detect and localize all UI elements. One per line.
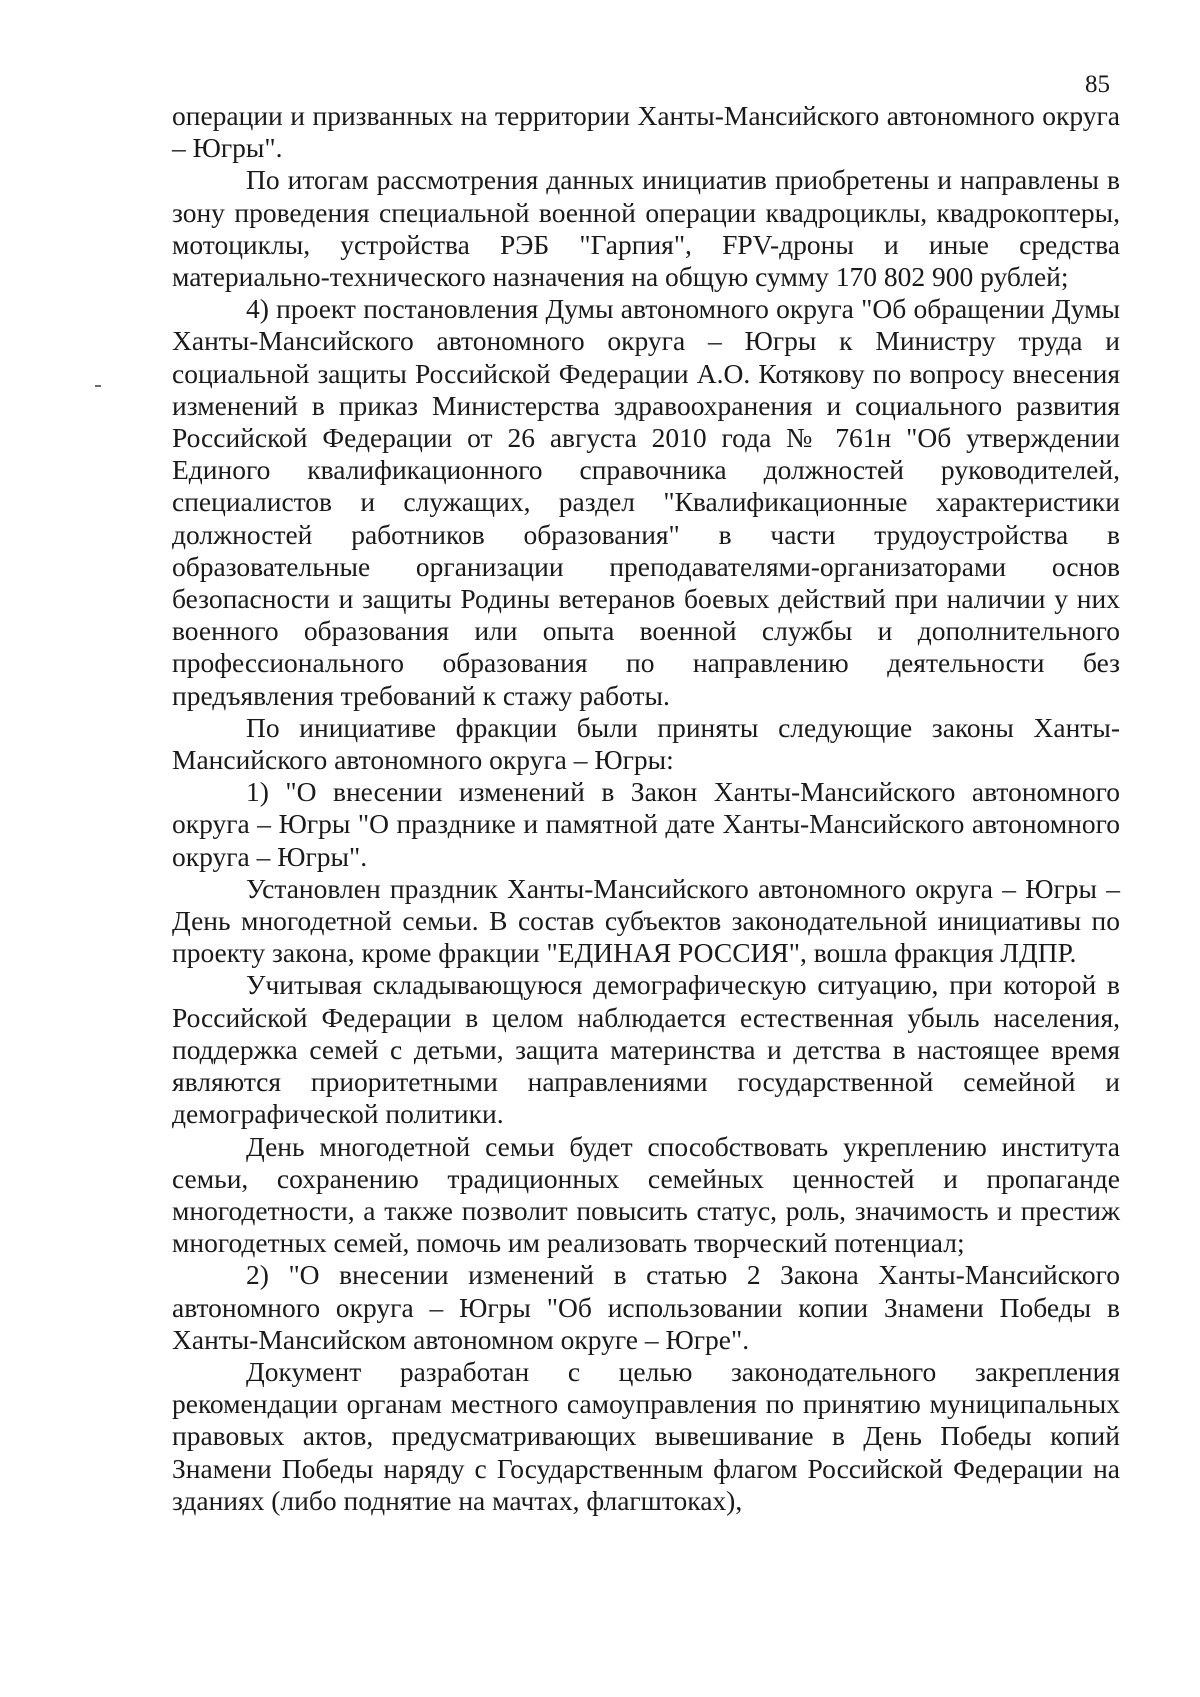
paragraph: По инициативе фракции были приняты следующие законы Ханты-Мансийского автономного округа – Югры: bbox=[172, 711, 1120, 776]
paragraph: 2) "О внесении изменений в статью 2 Закона Ханты-Мансийского автономного округа – Югры "Об использовании копии Знамени Победы в Ханты-Мансийском автономном округе – Югре". bbox=[172, 1259, 1120, 1355]
paragraph: Учитывая складывающуюся демографическую ситуацию, при которой в Российской Федерации в целом наблюдается естественная убыль населения, поддержка семей с детьми, защита материнства и детства в настоящее время являются приоритетными направлениями государственной семейной и демографической политики. bbox=[172, 969, 1120, 1130]
paragraph: 4) проект постановления Думы автономного округа "Об обращении Думы Ханты-Мансийского автономного округа – Югры к Министру труда и социальной защиты Российской Федерации А.О. Котякову по вопросу внесения изменений в приказ Министерства здравоохранения и социального развития Российской Федерации от 26 августа 2010 года № 761н "Об утверждении Единого квалификационного справочника должностей руководителей, специалистов и служащих, раздел "Квалификационные характеристики должностей работников образования" в части трудоустройства в образовательные организации преподавателями-организаторами основ безопасности и защиты Родины ветеранов боевых действий при наличии у них военного образования или опыта военной службы и дополнительного профессионального образования по направлению деятельности без предъявления требований к стажу работы. bbox=[172, 293, 1120, 711]
paragraph-continuation: операции и призванных на территории Ханты-Мансийского автономного округа – Югры". bbox=[172, 100, 1120, 164]
paragraph: 1) "О внесении изменений в Закон Ханты-Мансийского автономного округа – Югры "О празднике и памятной дате Ханты-Мансийского автономного округа – Югры". bbox=[172, 776, 1120, 872]
page-number: 85 bbox=[1085, 71, 1110, 98]
paragraph: По итогам рассмотрения данных инициатив приобретены и направлены в зону проведения специальной военной операции квадроциклы, квадрокоптеры, мотоциклы, устройства РЭБ "Гарпия", FPV-дроны и иные средства материально-технического назначения на общую сумму 170 802 900 рублей; bbox=[172, 164, 1120, 293]
paragraph: День многодетной семьи будет способствовать укреплению института семьи, сохранению традиционных семейных ценностей и пропаганде многодетности, а также позволит повысить статус, роль, значимость и престиж многодетных семей, помочь им реализовать творческий потенциал; bbox=[172, 1130, 1120, 1259]
paragraph: Документ разработан с целью законодательного закрепления рекомендации органам местного самоуправления по принятию муниципальных правовых актов, предусматривающих вывешивание в День Победы копий Знамени Победы наряду с Государственным флагом Российской Федерации на зданиях (либо поднятие на мачтах, флагштоках), bbox=[172, 1355, 1120, 1516]
paragraph: Установлен праздник Ханты-Мансийского автономного округа – Югры – День многодетной семьи. В состав субъектов законодательной инициативы по проекту закона, кроме фракции "ЕДИНАЯ РОССИЯ", вошла фракция ЛДПР. bbox=[172, 872, 1120, 969]
document-body bbox=[172, 100, 1120, 1517]
scan-artifact-mark bbox=[95, 385, 101, 387]
